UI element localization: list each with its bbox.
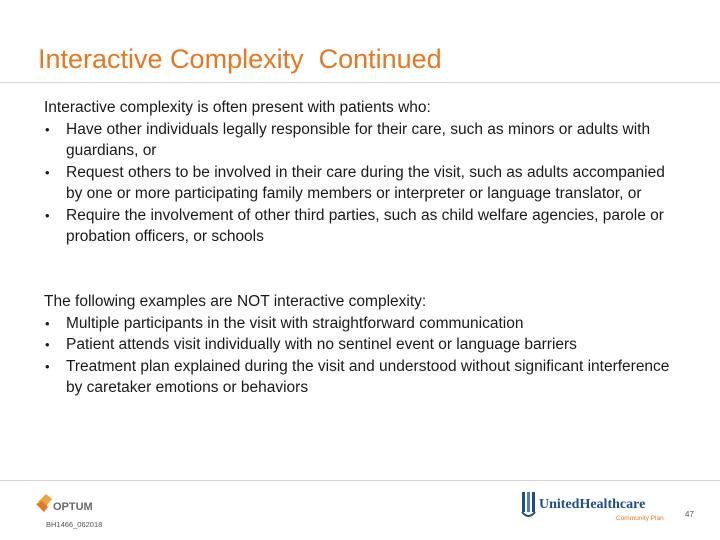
bullet-icon: • bbox=[45, 207, 50, 223]
optum-logo bbox=[34, 490, 114, 520]
footer-divider bbox=[0, 480, 720, 481]
bullet-icon: • bbox=[45, 358, 50, 374]
section-present-intro: Interactive complexity is often present with patients who: bbox=[44, 99, 431, 116]
list-item bbox=[44, 119, 684, 162]
bullet-icon: • bbox=[45, 337, 50, 352]
section-present-list bbox=[44, 119, 684, 248]
list-item-text: Request others to be involved in their care during the visit, such as adults accompanied by one or more participating family members or interpreter or language translator, or bbox=[66, 163, 665, 202]
list-item bbox=[44, 334, 684, 356]
uhc-blue-u-icon bbox=[522, 492, 535, 516]
bullet-icon: • bbox=[45, 315, 50, 331]
title-divider bbox=[0, 82, 720, 83]
bullet-icon: • bbox=[45, 121, 50, 137]
section-not-examples-intro: The following examples are NOT interactive complexity: bbox=[44, 293, 427, 310]
unitedhealthcare-logo bbox=[520, 488, 680, 528]
optum-orange-mark-icon bbox=[36, 494, 52, 512]
list-item-text: Require the involvement of other third parties, such as child welfare agencies, parole or probation officers, or schools bbox=[66, 206, 664, 245]
list-item-text: Have other individuals legally responsible for their care, such as minors or adults with guardians, or bbox=[66, 120, 651, 159]
uhc-logo-subtext: Community Plan bbox=[616, 515, 664, 522]
list-item-text: Multiple participants in the visit with straightforward communication bbox=[66, 314, 524, 332]
slide-title: Interactive Complexity Continued bbox=[38, 44, 442, 74]
document-code: BH1466_062018 bbox=[46, 520, 103, 529]
section-present bbox=[44, 97, 684, 248]
bullet-icon: • bbox=[45, 164, 50, 180]
optum-logo-text: OPTUM bbox=[53, 501, 93, 513]
list-item-text: Treatment plan explained during the visit and understood without significant interference by caretaker emotions or behaviors bbox=[66, 357, 670, 396]
list-item bbox=[44, 356, 684, 399]
section-not-examples-list bbox=[44, 313, 684, 399]
list-item bbox=[44, 162, 684, 205]
list-item-text: Patient attends visit individually with no sentinel event or language barriers bbox=[66, 336, 577, 353]
section-not-examples bbox=[44, 291, 684, 399]
uhc-logo-text: UnitedHealthcare bbox=[539, 497, 646, 512]
list-item bbox=[44, 313, 684, 335]
list-item bbox=[44, 205, 684, 248]
page-number: 47 bbox=[685, 510, 694, 519]
